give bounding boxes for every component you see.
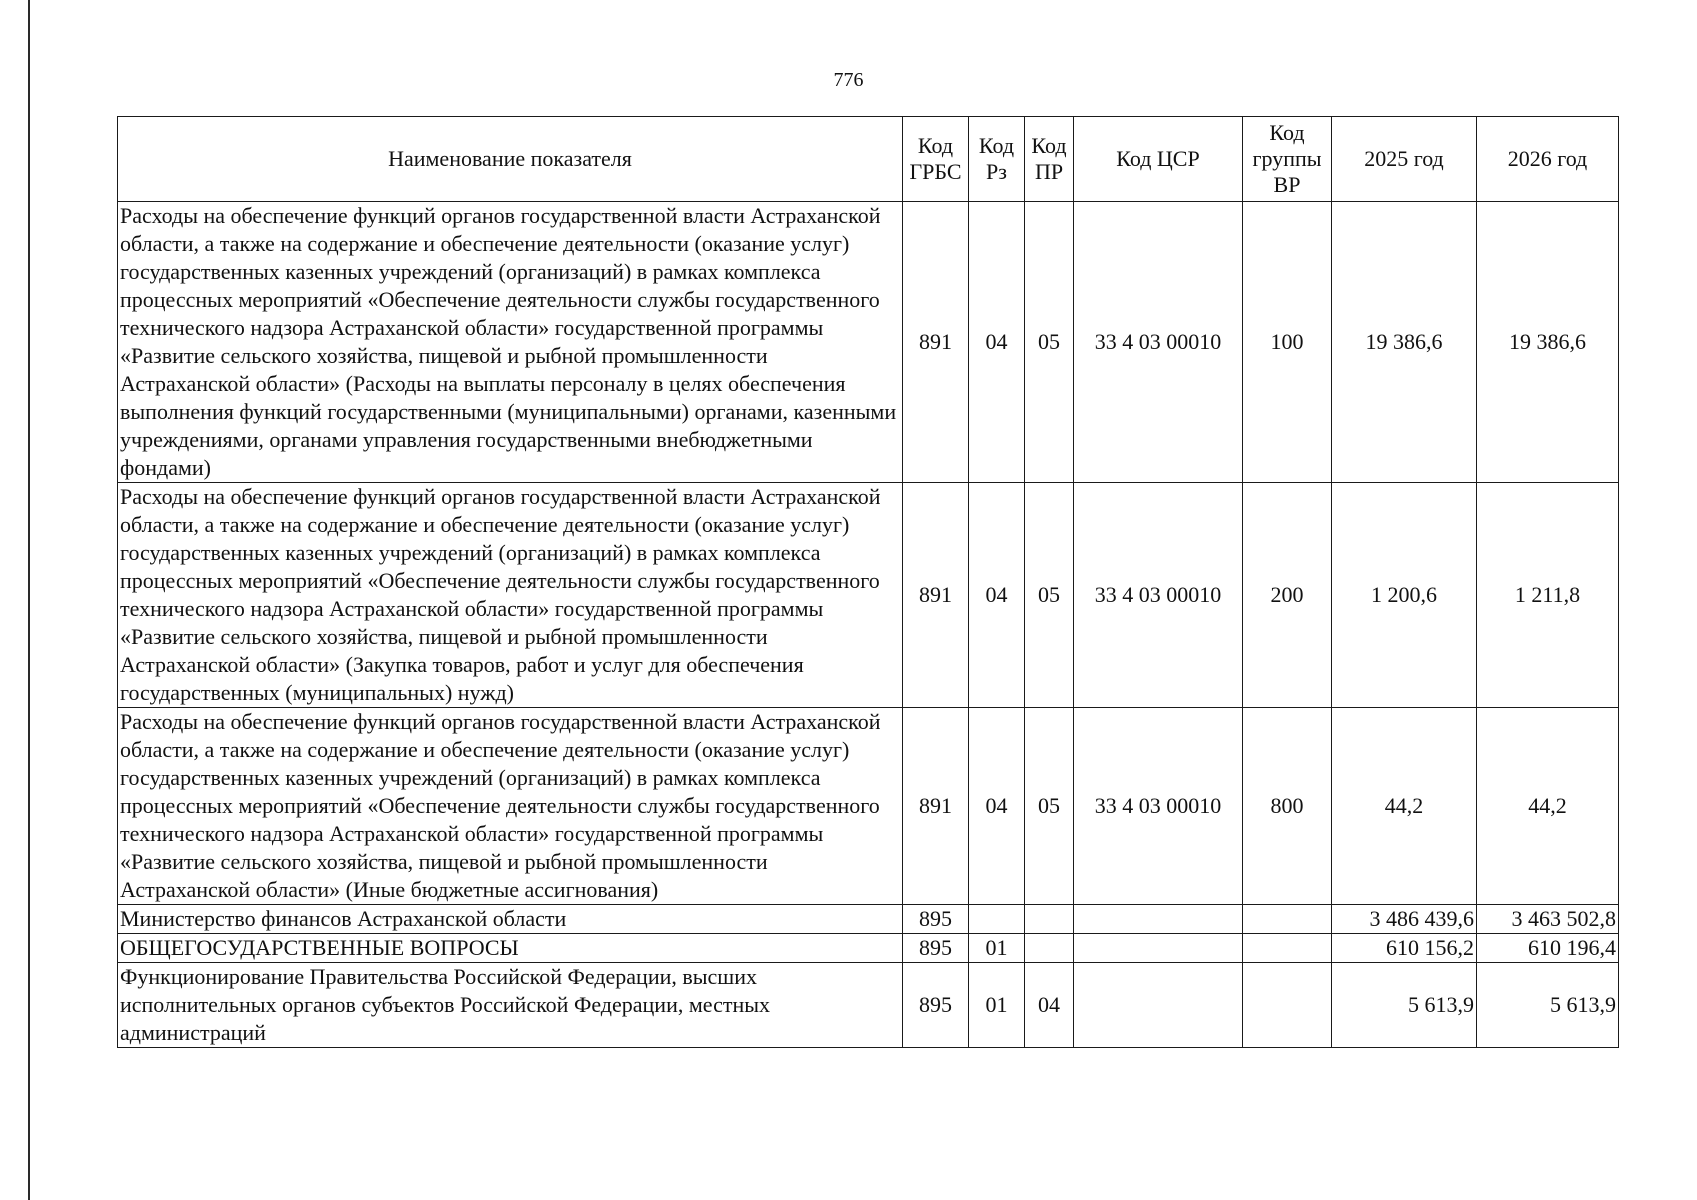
cell-rz: 04 — [969, 202, 1025, 483]
cell-2025: 3 486 439,6 — [1332, 905, 1477, 934]
cell-name: Министерство финансов Астраханской области — [118, 905, 903, 934]
cell-grbs: 895 — [903, 963, 969, 1048]
table-row — [118, 905, 1619, 934]
cell-pr — [1025, 934, 1074, 963]
cell-2026: 3 463 502,8 — [1477, 905, 1619, 934]
cell-2026: 1 211,8 — [1477, 483, 1619, 708]
cell-name: ОБЩЕГОСУДАРСТВЕННЫЕ ВОПРОСЫ — [118, 934, 903, 963]
header-vr: Код группы ВР — [1243, 117, 1332, 202]
cell-vr — [1243, 905, 1332, 934]
cell-rz: 04 — [969, 483, 1025, 708]
table-row — [118, 483, 1619, 708]
cell-2025: 19 386,6 — [1332, 202, 1477, 483]
table-header-row — [118, 117, 1619, 202]
cell-grbs: 895 — [903, 905, 969, 934]
cell-pr: 04 — [1025, 963, 1074, 1048]
cell-2025: 610 156,2 — [1332, 934, 1477, 963]
cell-rz: 01 — [969, 963, 1025, 1048]
cell-grbs: 891 — [903, 483, 969, 708]
cell-2026: 5 613,9 — [1477, 963, 1619, 1048]
cell-grbs: 895 — [903, 934, 969, 963]
binding-edge-line — [28, 0, 30, 1200]
page-number: 776 — [833, 69, 864, 91]
cell-vr — [1243, 963, 1332, 1048]
cell-vr: 100 — [1243, 202, 1332, 483]
table-row — [118, 202, 1619, 483]
header-name: Наименование показателя — [118, 117, 903, 202]
cell-2025: 44,2 — [1332, 708, 1477, 905]
cell-2025: 5 613,9 — [1332, 963, 1477, 1048]
header-csr: Код ЦСР — [1074, 117, 1243, 202]
budget-table — [117, 116, 1619, 1048]
cell-name: Расходы на обеспечение функций органов государственной власти Астраханской области, а также на содержание и обеспечение деятельности (оказание услуг) государственных казенных учреждений (организаций) в рамках комплекса процессных мероприятий «Обеспечение деятельности службы государственного технического надзора Астраханской области» государственной программы «Развитие сельского хозяйства, пищевой и рыбной промышленности Астраханской области» (Иные бюджетные ассигнования) — [118, 708, 903, 905]
cell-name: Функционирование Правительства Российской Федерации, высших исполнительных органов субъектов Российской Федерации, местных администраций — [118, 963, 903, 1048]
cell-grbs: 891 — [903, 708, 969, 905]
cell-rz: 04 — [969, 708, 1025, 905]
header-pr: Код ПР — [1025, 117, 1074, 202]
header-2026: 2026 год — [1477, 117, 1619, 202]
cell-vr — [1243, 934, 1332, 963]
cell-csr — [1074, 963, 1243, 1048]
cell-2026: 19 386,6 — [1477, 202, 1619, 483]
cell-csr: 33 4 03 00010 — [1074, 483, 1243, 708]
cell-name: Расходы на обеспечение функций органов государственной власти Астраханской области, а также на содержание и обеспечение деятельности (оказание услуг) государственных казенных учреждений (организаций) в рамках комплекса процессных мероприятий «Обеспечение деятельности службы государственного технического надзора Астраханской области» государственной программы «Развитие сельского хозяйства, пищевой и рыбной промышленности Астраханской области» (Расходы на выплаты персоналу в целях обеспечения выполнения функций государственными (муниципальными) органами, казенными учреждениями, органами управления государственными внебюджетными фондами) — [118, 202, 903, 483]
cell-pr — [1025, 905, 1074, 934]
cell-name: Расходы на обеспечение функций органов государственной власти Астраханской области, а также на содержание и обеспечение деятельности (оказание услуг) государственных казенных учреждений (организаций) в рамках комплекса процессных мероприятий «Обеспечение деятельности службы государственного технического надзора Астраханской области» государственной программы «Развитие сельского хозяйства, пищевой и рыбной промышленности Астраханской области» (Закупка товаров, работ и услуг для обеспечения государственных (муниципальных) нужд) — [118, 483, 903, 708]
cell-vr: 800 — [1243, 708, 1332, 905]
table-row — [118, 934, 1619, 963]
cell-csr: 33 4 03 00010 — [1074, 708, 1243, 905]
header-2025: 2025 год — [1332, 117, 1477, 202]
cell-pr: 05 — [1025, 708, 1074, 905]
cell-pr: 05 — [1025, 202, 1074, 483]
cell-2026: 610 196,4 — [1477, 934, 1619, 963]
cell-rz: 01 — [969, 934, 1025, 963]
cell-pr: 05 — [1025, 483, 1074, 708]
cell-csr — [1074, 934, 1243, 963]
cell-2026: 44,2 — [1477, 708, 1619, 905]
cell-csr — [1074, 905, 1243, 934]
cell-grbs: 891 — [903, 202, 969, 483]
cell-2025: 1 200,6 — [1332, 483, 1477, 708]
table-row — [118, 708, 1619, 905]
cell-rz — [969, 905, 1025, 934]
table-row — [118, 963, 1619, 1048]
cell-csr: 33 4 03 00010 — [1074, 202, 1243, 483]
header-grbs: Код ГРБС — [903, 117, 969, 202]
header-rz: Код Рз — [969, 117, 1025, 202]
cell-vr: 200 — [1243, 483, 1332, 708]
